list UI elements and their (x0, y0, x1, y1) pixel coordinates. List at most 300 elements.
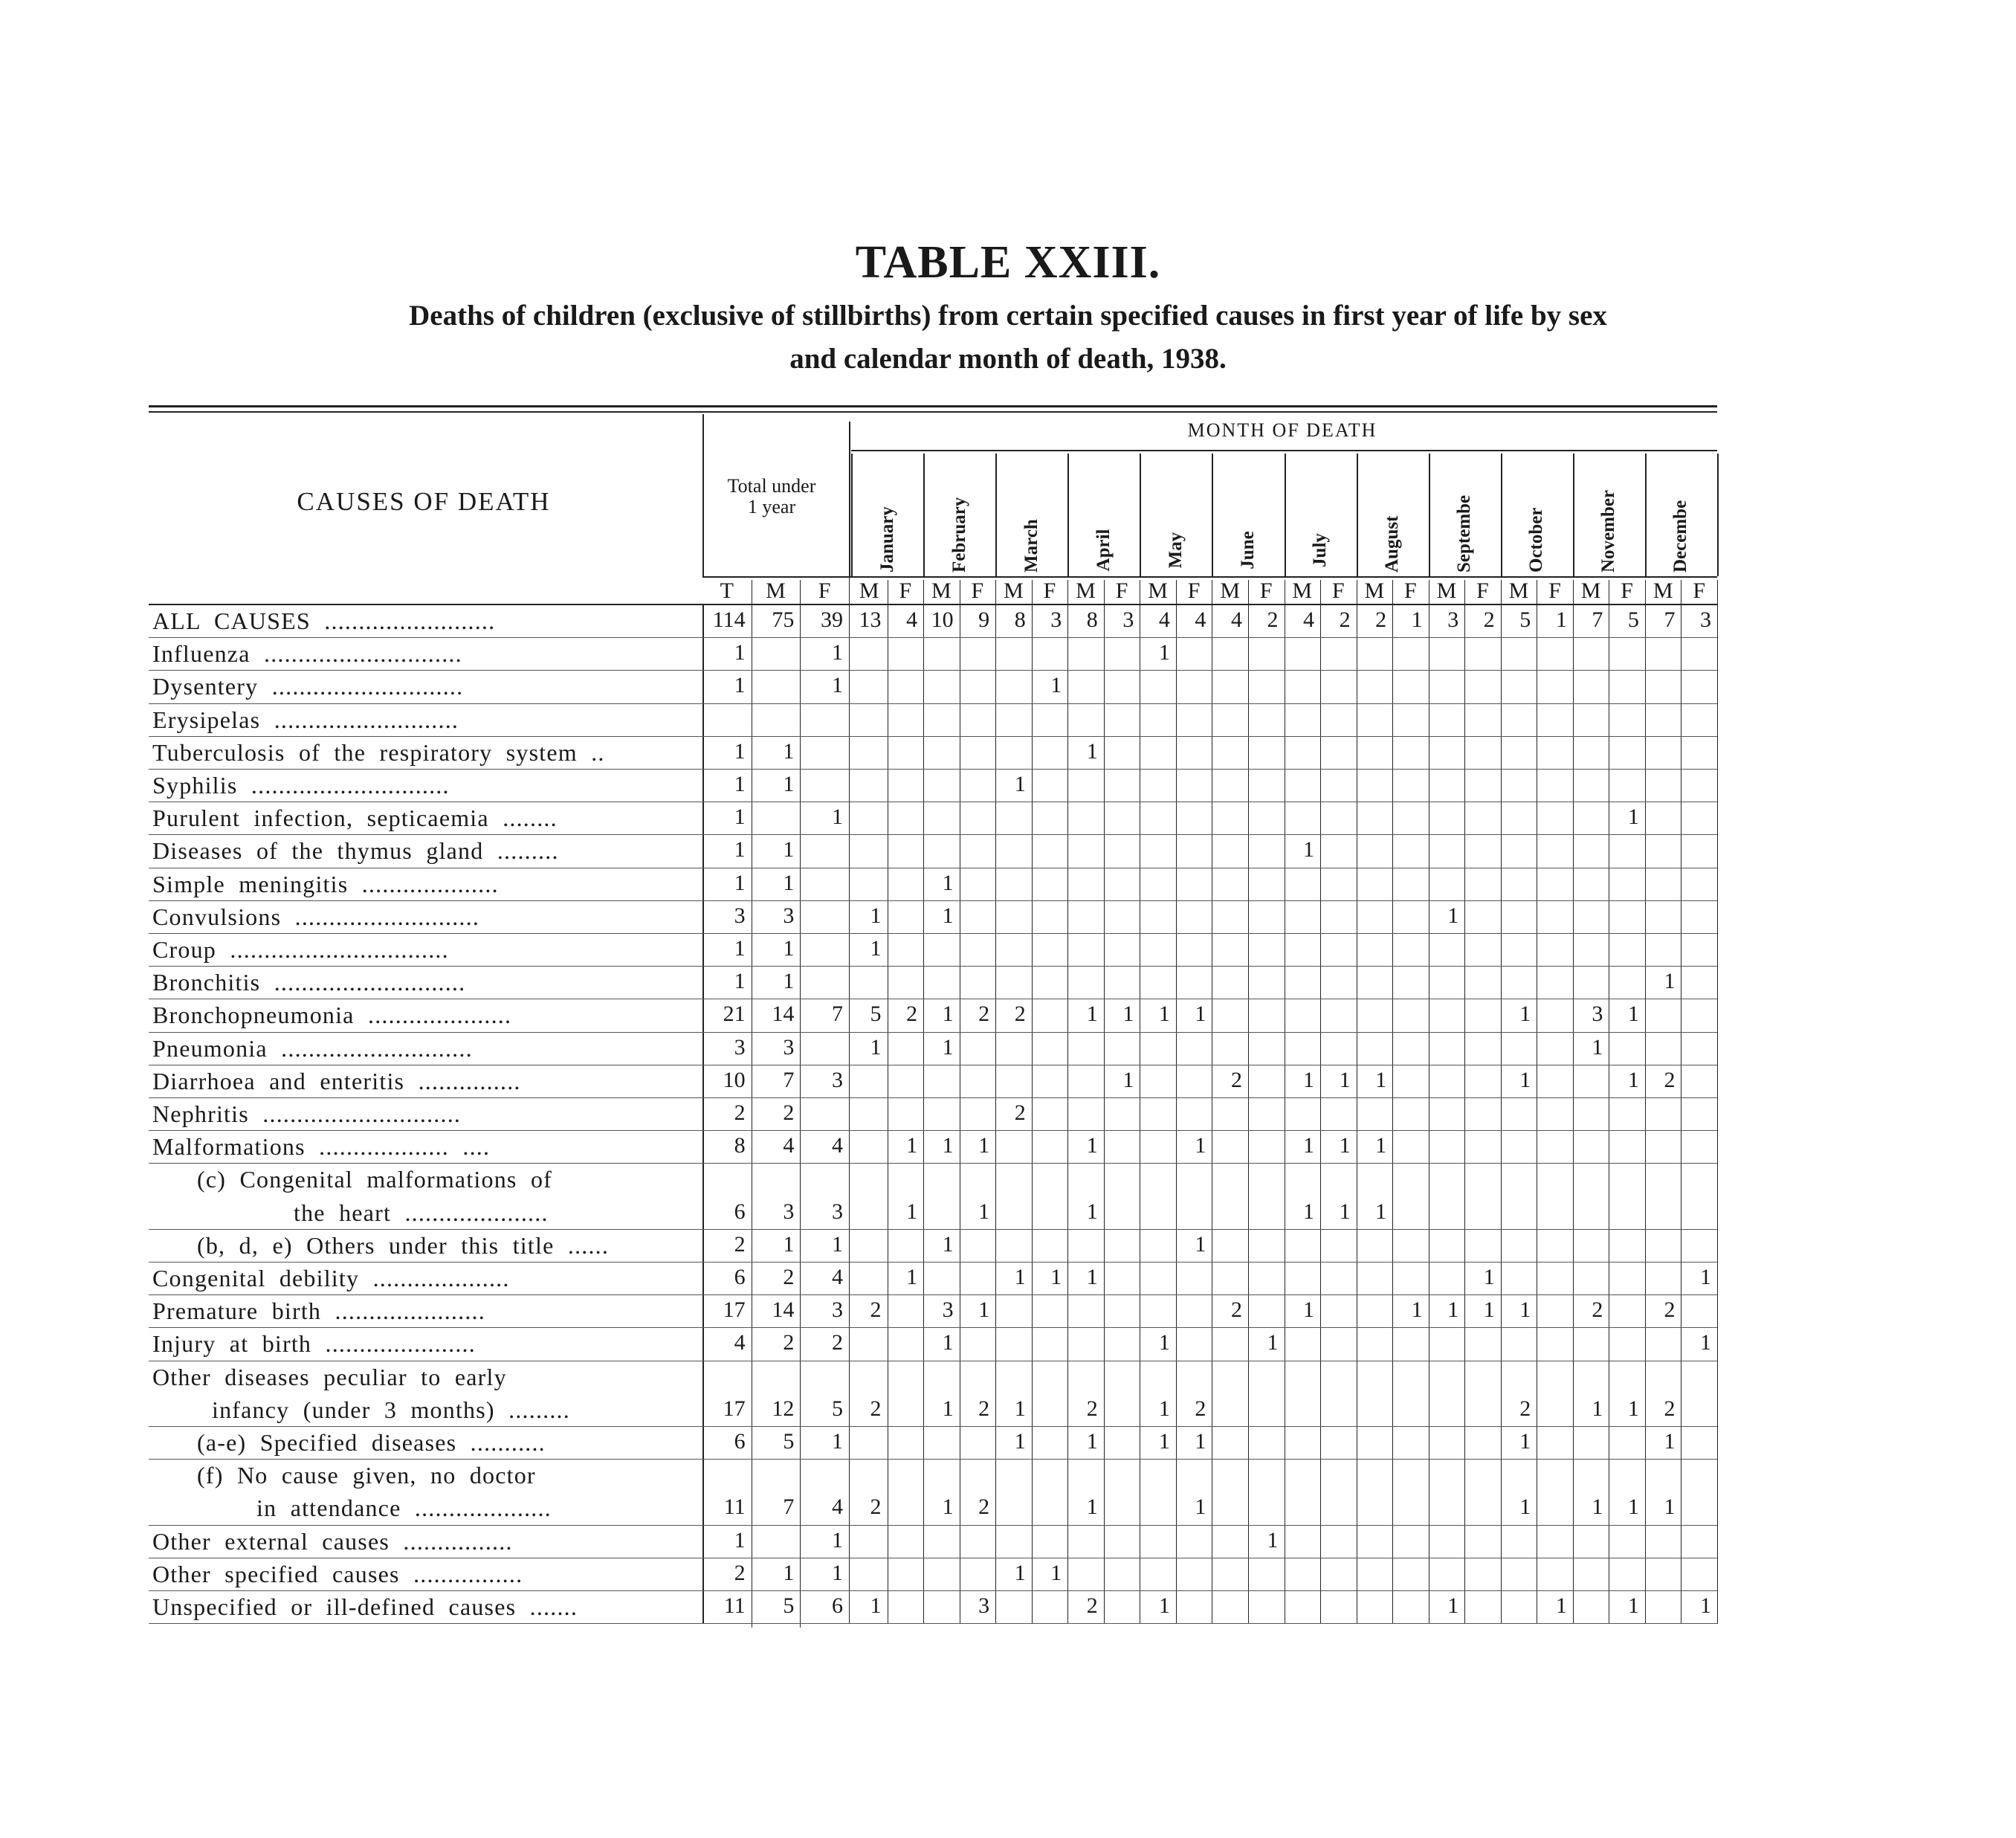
table-cell: 1 (734, 640, 746, 665)
cause-label: Bronchitis ............................ (152, 969, 466, 996)
table-cell: 1 (942, 1330, 954, 1355)
causes-separator (702, 414, 704, 576)
table-cell: 2 (1014, 1002, 1026, 1027)
month-separator (1212, 454, 1213, 576)
cause-label: Croup ................................ (152, 936, 449, 963)
subheader-total-m: M (766, 578, 786, 603)
table-cell: 17 (723, 1297, 746, 1323)
table-cell: 7 (783, 1067, 795, 1092)
table-cell: 1 (734, 804, 746, 830)
table-cell: 17 (723, 1396, 746, 1421)
subheader-month-m: M (859, 578, 879, 603)
subheader-total-t: T (720, 578, 734, 603)
table-row (0, 1033, 2016, 1065)
table-cell: 2 (1086, 1396, 1098, 1421)
table-cell: 2 (870, 1297, 882, 1323)
table-cell: 1 (1014, 1396, 1026, 1421)
table-row (0, 671, 2016, 703)
subheader-month-m: M (1580, 578, 1601, 603)
table-cell: 1 (1195, 1231, 1206, 1257)
table-cell: 4 (832, 1133, 843, 1158)
table-cell: 2 (1195, 1396, 1206, 1421)
subheader-month-f: F (1187, 578, 1201, 603)
table-cell: 1 (1627, 1593, 1639, 1618)
table-cell: 1 (1592, 1034, 1603, 1060)
table-row (0, 1131, 2016, 1164)
table-cell: 1 (1519, 1494, 1531, 1520)
table-cell: 4 (1230, 607, 1242, 632)
table-cell: 1 (832, 804, 843, 830)
month-separator (1501, 454, 1502, 576)
month-separator (851, 454, 853, 576)
table-cell: 1 (783, 1560, 795, 1585)
table-cell: 3 (942, 1297, 954, 1323)
table-cell: 1 (1483, 1297, 1495, 1323)
table-cell: 3 (832, 1067, 843, 1092)
subheader-month-f: F (1621, 578, 1633, 603)
subheader-month-f: F (1476, 578, 1489, 603)
page-subtitle-line-1: Deaths of children (exclusive of stillbirths) from certain specified causes in first year of life by sex (409, 300, 1607, 332)
month-separator (1140, 454, 1141, 576)
table-cell: 1 (870, 936, 882, 961)
table-cell: 1 (1014, 1429, 1026, 1454)
table-cell: 4 (1303, 607, 1315, 632)
month-separator (1717, 454, 1719, 576)
table-cell: 1 (783, 870, 795, 895)
table-cell: 1 (1158, 1330, 1170, 1355)
table-cell: 14 (772, 1297, 795, 1323)
top-rule-inner (149, 411, 1717, 413)
table-cell: 3 (832, 1199, 843, 1224)
subheader-month-f: F (1404, 578, 1417, 603)
table-cell: 2 (1086, 1593, 1098, 1618)
subheader-month-f: F (1115, 578, 1128, 603)
table-cell: 1 (1700, 1593, 1711, 1618)
table-cell: 1 (1519, 1429, 1531, 1454)
table-row (0, 1065, 2016, 1098)
table-row (0, 1295, 2016, 1328)
table-cell: 1 (1086, 1265, 1098, 1289)
table-cell: 4 (734, 1330, 746, 1355)
table-cell: 1 (1375, 1199, 1387, 1224)
table-cell: 1 (1086, 1002, 1098, 1027)
header-causes-of-death: CAUSES OF DEATH (297, 487, 551, 516)
table-row (0, 934, 2016, 967)
table-cell: 1 (1014, 772, 1026, 796)
table-row (0, 1230, 2016, 1263)
table-cell: 1 (1339, 1199, 1351, 1224)
table-cell: 4 (906, 607, 918, 632)
cause-label: Simple meningitis .................... (152, 870, 499, 897)
month-separator (1429, 454, 1430, 576)
cause-label: Purulent infection, septicaemia ........ (152, 804, 558, 832)
table-cell: 1 (734, 1527, 746, 1552)
subheader-month-f: F (1043, 578, 1056, 603)
table-cell: 2 (978, 1002, 990, 1027)
table-cell: 2 (1339, 607, 1351, 632)
table-cell: 5 (1519, 607, 1531, 632)
table-cell: 1 (832, 640, 843, 665)
month-header-4: May (1165, 532, 1186, 569)
table-row (0, 802, 2016, 835)
table-row (0, 1526, 2016, 1558)
month-header-1: February (949, 497, 969, 573)
cause-label: Pneumonia ............................ (152, 1034, 473, 1062)
table-cell: 1 (1195, 1002, 1206, 1027)
table-row (0, 704, 2016, 737)
cause-label: Premature birth ...................... (152, 1297, 485, 1325)
table-cell: 1 (870, 1593, 882, 1618)
cause-label: Tuberculosis of the respiratory system .. (152, 738, 605, 766)
table-cell: 4 (783, 1133, 795, 1158)
table-cell: 2 (783, 1330, 795, 1355)
table-cell: 2 (1375, 607, 1387, 632)
table-row (0, 737, 2016, 770)
cause-label: Malformations ................... .... (152, 1133, 491, 1161)
table-cell: 1 (1519, 1002, 1531, 1027)
table-cell: 2 (1267, 607, 1279, 632)
table-cell: 1 (906, 1133, 918, 1158)
cause-label: Influenza ............................. (152, 640, 462, 668)
table-cell: 1 (1375, 1133, 1387, 1158)
subheader-month-m: M (1292, 578, 1313, 603)
table-cell: 7 (783, 1494, 795, 1520)
table-cell: 1 (1519, 1067, 1531, 1092)
table-row (0, 901, 2016, 934)
table-cell: 1 (1158, 1593, 1170, 1618)
cause-label: ALL CAUSES ......................... (152, 607, 496, 634)
cause-label: in attendance .................... (256, 1494, 552, 1522)
table-cell: 1 (783, 969, 795, 994)
table-cell: 1 (783, 738, 795, 764)
table-cell: 7 (832, 1002, 843, 1027)
table-cell: 1 (906, 1199, 918, 1224)
cause-label: Other specified causes ................ (152, 1560, 523, 1587)
table-cell: 1 (1086, 1199, 1098, 1224)
table-cell: 1 (1664, 1429, 1676, 1454)
table-cell: 8 (1014, 607, 1026, 632)
table-cell: 1 (870, 1034, 882, 1060)
top-rule (149, 405, 1717, 407)
table-cell: 11 (723, 1494, 746, 1520)
table-cell: 1 (1014, 1265, 1026, 1289)
table-cell: 7 (1664, 607, 1676, 632)
cause-label: Erysipelas ........................... (152, 706, 459, 733)
table-cell: 1 (1195, 1494, 1206, 1520)
table-cell: 1 (783, 1231, 795, 1257)
table-row (0, 967, 2016, 999)
table-cell: 2 (978, 1396, 990, 1421)
table-cell: 1 (942, 1231, 954, 1257)
header-total-line-1: Total under (727, 475, 816, 497)
table-cell: 1 (978, 1199, 990, 1224)
table-cell: 3 (1447, 607, 1459, 632)
table-cell: 5 (783, 1593, 795, 1618)
table-cell: 1 (1700, 1265, 1711, 1289)
subheader-month-m: M (1076, 578, 1096, 603)
table-cell: 1 (734, 936, 746, 961)
cause-label: Bronchopneumonia ..................... (152, 1002, 512, 1029)
table-cell: 2 (1483, 607, 1495, 632)
table-cell: 1 (1122, 1002, 1134, 1027)
month-header-7: August (1382, 515, 1403, 573)
table-cell: 1 (1303, 1199, 1315, 1224)
header-total-line-2: 1 year (747, 496, 796, 517)
month-separator (1067, 454, 1069, 576)
table-cell: 1 (1519, 1297, 1531, 1323)
table-cell: 12 (772, 1396, 795, 1421)
table-cell: 1 (942, 1396, 954, 1421)
table-row (0, 999, 2016, 1032)
cause-label: (b, d, e) Others under this title ...... (197, 1231, 610, 1259)
table-cell: 1 (832, 1560, 843, 1585)
table-cell: 1 (832, 1429, 843, 1454)
cause-label: (f) No cause given, no doctor (197, 1462, 536, 1489)
table-cell: 1 (1050, 673, 1062, 698)
month-separator (1645, 454, 1647, 576)
month-header-rule (851, 450, 1717, 451)
cause-label: the heart ..................... (294, 1199, 549, 1226)
table-cell: 1 (832, 673, 843, 698)
table-cell: 2 (734, 1231, 746, 1257)
table-cell: 2 (1664, 1297, 1676, 1323)
subheader-rule (702, 576, 1717, 578)
table-cell: 1 (1592, 1396, 1603, 1421)
table-cell: 1 (942, 903, 954, 928)
page-subtitle-line-2: and calendar month of death, 1938. (789, 343, 1227, 375)
table-cell: 1 (1086, 738, 1098, 764)
table-cell: 10 (723, 1067, 746, 1092)
subheader-total-f: F (818, 578, 831, 603)
table-cell: 4 (832, 1265, 843, 1289)
month-header-5: June (1237, 531, 1258, 570)
table-cell: 2 (1230, 1297, 1242, 1323)
table-cell: 1 (1664, 1494, 1676, 1520)
table-cell: 2 (1664, 1396, 1676, 1421)
cause-label: Congenital debility .................... (152, 1265, 510, 1292)
table-cell: 2 (832, 1330, 843, 1355)
table-cell: 2 (1230, 1067, 1242, 1092)
table-cell: 1 (1158, 640, 1170, 665)
subheader-month-f: F (971, 578, 984, 603)
table-cell: 1 (1592, 1494, 1603, 1520)
table-row (0, 1098, 2016, 1131)
table-cell: 75 (772, 607, 795, 632)
table-cell: 3 (783, 903, 795, 928)
table-row (0, 1164, 2016, 1229)
table-cell: 1 (1158, 1429, 1170, 1454)
subheader-month-f: F (1548, 578, 1561, 603)
table-cell: 1 (1195, 1133, 1206, 1158)
table-cell: 1 (1700, 1330, 1711, 1355)
table-cell: 1 (783, 936, 795, 961)
table-cell: 1 (942, 870, 954, 895)
header-month-of-death: MONTH OF DEATH (1187, 419, 1377, 441)
subheader-month-f: F (1259, 578, 1273, 603)
table-cell: 2 (1519, 1396, 1531, 1421)
table-cell: 1 (942, 1002, 954, 1027)
table-cell: 13 (859, 607, 882, 632)
table-row (0, 770, 2016, 802)
table-cell: 8 (1086, 607, 1098, 632)
table-cell: 1 (1627, 1067, 1639, 1092)
table-cell: 3 (1050, 607, 1062, 632)
cause-label: (c) Congenital malformations of (197, 1166, 553, 1193)
table-cell: 3 (1592, 1002, 1603, 1027)
month-header-0: January (876, 506, 897, 573)
month-separator (1573, 454, 1574, 576)
table-cell: 1 (1303, 837, 1315, 862)
cause-label: Injury at birth ...................... (152, 1330, 476, 1358)
cause-label: Dysentery ............................ (152, 673, 464, 700)
table-cell: 21 (723, 1002, 746, 1027)
table-cell: 2 (734, 1560, 746, 1585)
table-cell: 1 (978, 1297, 990, 1323)
table-cell: 1 (1339, 1067, 1351, 1092)
month-header-10: November (1598, 489, 1619, 573)
header-total-under-1-year (705, 476, 839, 517)
table-cell: 1 (1447, 1593, 1459, 1618)
table-cell: 10 (931, 607, 954, 632)
month-header-2: March (1021, 519, 1041, 573)
table-cell: 2 (870, 1494, 882, 1520)
table-cell: 1 (1050, 1265, 1062, 1289)
table-cell: 1 (1555, 1593, 1567, 1618)
table-cell: 5 (783, 1429, 795, 1454)
table-cell: 6 (734, 1199, 746, 1224)
table-cell: 2 (1592, 1297, 1603, 1323)
table-cell: 1 (1627, 1396, 1639, 1421)
cause-label: Diseases of the thymus gland ......... (152, 837, 559, 865)
table-row (0, 835, 2016, 868)
table-cell: 2 (734, 1100, 746, 1125)
table-cell: 1 (1664, 969, 1676, 994)
table-cell: 5 (1627, 607, 1639, 632)
month-header-8: Septembe (1454, 494, 1475, 573)
table-cell: 2 (906, 1002, 918, 1027)
month-header-3: April (1093, 529, 1114, 572)
total-separator (849, 422, 850, 576)
table-cell: 4 (1158, 607, 1170, 632)
table-cell: 3 (734, 903, 746, 928)
table-cell: 1 (783, 772, 795, 796)
table-cell: 3 (832, 1297, 843, 1323)
subheader-month-m: M (1148, 578, 1168, 603)
table-row (0, 868, 2016, 901)
table-cell: 1 (942, 1034, 954, 1060)
cause-label: Other diseases peculiar to early (152, 1363, 507, 1390)
cause-label: Diarrhoea and enteritis ............... (152, 1067, 521, 1094)
table-row (0, 1361, 2016, 1427)
table-cell: 9 (978, 607, 990, 632)
table-cell: 1 (1014, 1560, 1026, 1585)
table-cell: 6 (832, 1593, 843, 1618)
table-cell: 4 (1195, 607, 1206, 632)
table-cell: 1 (1627, 1002, 1639, 1027)
cause-label: Unspecified or ill-defined causes ....... (152, 1593, 578, 1620)
table-cell: 1 (1411, 607, 1423, 632)
table-cell: 2 (978, 1494, 990, 1520)
table-cell: 3 (783, 1199, 795, 1224)
table-cell: 1 (1195, 1429, 1206, 1454)
table-cell: 3 (1700, 607, 1711, 632)
table-cell: 1 (1303, 1133, 1315, 1158)
table-cell: 1 (832, 1231, 843, 1257)
cause-label: Other external causes ................ (152, 1527, 513, 1555)
table-cell: 3 (978, 1593, 990, 1618)
subheader-month-m: M (1652, 578, 1673, 603)
table-cell: 1 (1303, 1067, 1315, 1092)
table-cell: 1 (734, 870, 746, 895)
table-cell: 2 (1014, 1100, 1026, 1125)
subheader-month-m: M (931, 578, 952, 603)
table-cell: 1 (942, 1133, 954, 1158)
table-cell: 39 (821, 607, 843, 632)
table-row (0, 1427, 2016, 1460)
month-header-9: October (1526, 507, 1547, 573)
page-title: TABLE XXIII. (855, 237, 1161, 288)
cause-label: (a-e) Specified diseases ........... (197, 1429, 546, 1456)
table-cell: 5 (832, 1396, 843, 1421)
table-row (0, 638, 2016, 671)
table-row (0, 1328, 2016, 1361)
table-cell: 2 (783, 1100, 795, 1125)
subheader-month-m: M (1508, 578, 1529, 603)
table-cell: 3 (734, 1034, 746, 1060)
table-cell: 114 (712, 607, 746, 632)
table-cell: 1 (870, 903, 882, 928)
table-cell: 1 (1086, 1494, 1098, 1520)
table-cell: 1 (734, 837, 746, 862)
table-cell: 1 (906, 1265, 918, 1289)
table-cell: 1 (1375, 1067, 1387, 1092)
table-cell: 1 (1447, 903, 1459, 928)
table-row (0, 1591, 2016, 1624)
table-cell: 1 (734, 772, 746, 796)
table-cell: 1 (1122, 1067, 1134, 1092)
table-cell: 1 (1483, 1265, 1495, 1289)
cause-label: Syphilis ............................. (152, 772, 450, 799)
table-cell: 6 (734, 1429, 746, 1454)
table-cell: 1 (1303, 1297, 1315, 1323)
table-cell: 3 (1122, 607, 1134, 632)
table-cell: 1 (1411, 1297, 1423, 1323)
table-cell: 14 (772, 1002, 795, 1027)
table-cell: 1 (1267, 1330, 1279, 1355)
month-header-11: Decembe (1670, 500, 1691, 573)
subheader-month-m: M (1436, 578, 1457, 603)
month-separator (995, 454, 997, 576)
table-cell: 1 (1086, 1133, 1098, 1158)
subheader-month-f: F (1331, 578, 1345, 603)
table-cell: 7 (1592, 607, 1603, 632)
table-cell: 1 (1158, 1002, 1170, 1027)
table-row (0, 1460, 2016, 1525)
table-cell: 6 (734, 1265, 746, 1289)
table-cell: 1 (1267, 1527, 1279, 1552)
table-row (0, 605, 2016, 638)
month-header-6: July (1310, 533, 1331, 567)
table-cell: 5 (870, 1002, 882, 1027)
table-cell: 1 (734, 673, 746, 698)
table-cell: 1 (1086, 1429, 1098, 1454)
table-cell: 1 (734, 969, 746, 994)
table-cell: 1 (1050, 1560, 1062, 1585)
table-cell: 1 (783, 837, 795, 862)
subheader-month-f: F (1693, 578, 1706, 603)
table-cell: 2 (870, 1396, 882, 1421)
table-cell: 11 (723, 1593, 746, 1618)
